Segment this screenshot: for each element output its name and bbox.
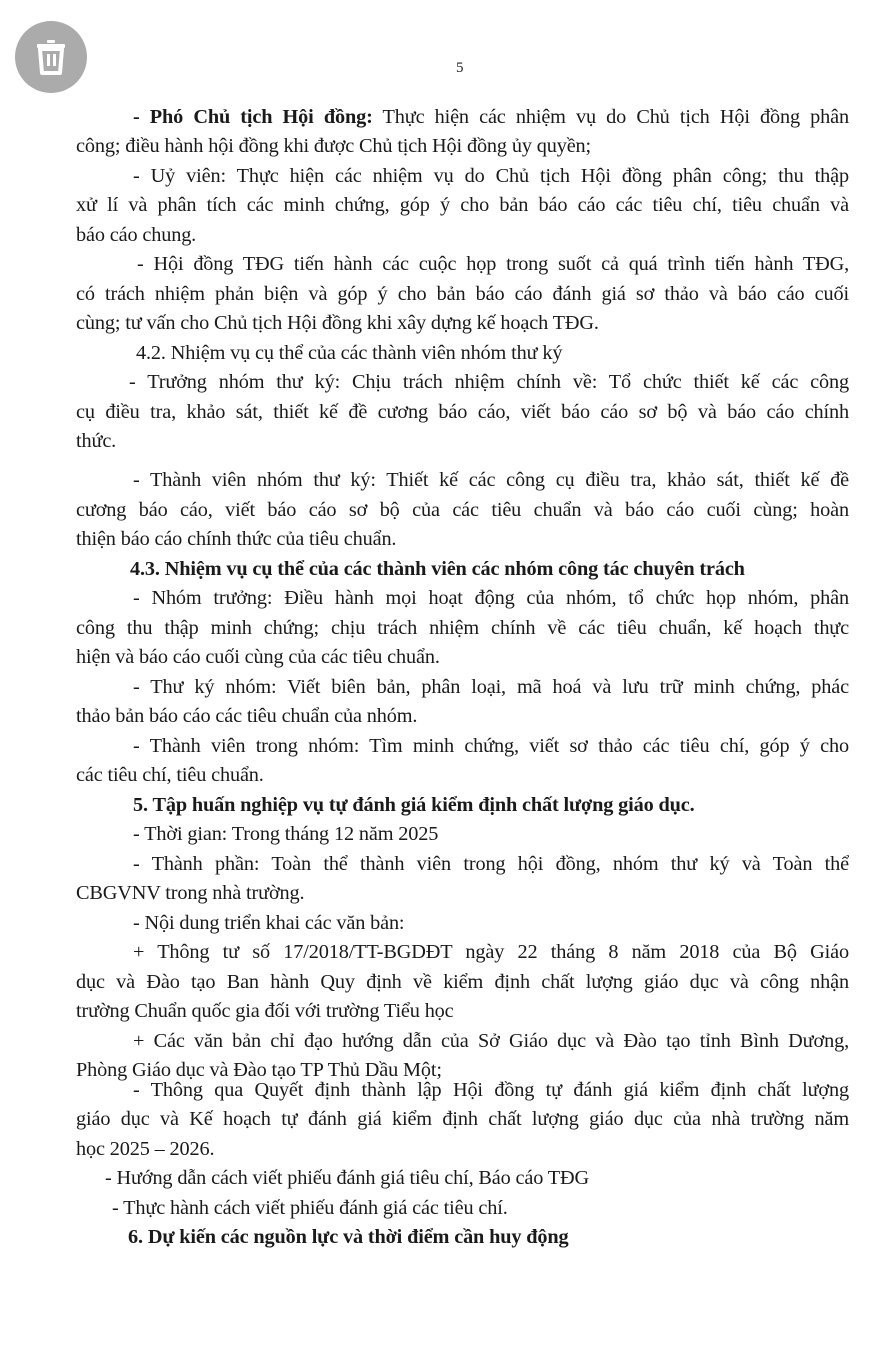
text-line: các tiêu chí, tiêu chuẩn. [76,764,264,786]
line-text: Thực hiện các nhiệm vụ do Chủ tịch Hội đồng phân [372,106,849,128]
text-line: - Thực hành cách viết phiếu đánh giá các tiêu chí. [112,1197,508,1219]
text-line: báo cáo chung. [76,224,197,246]
text-line: + Thông tư số 17/2018/TT-BGDĐT ngày 22 tháng 8 năm 2018 của Bộ Giáo [133,941,849,963]
text-line: xử lí và phân tích các minh chứng, góp ý cho bản báo cáo các tiêu chí, tiêu chuẩn và [76,194,849,216]
text-line: có trách nhiệm phản biện và góp ý cho bản báo cáo đánh giá sơ thảo và báo cáo cuối [76,283,849,305]
text-line: thảo bản báo cáo các tiêu chuẩn của nhóm. [76,705,418,727]
text-line: cụ điều tra, khảo sát, thiết kế đề cương báo cáo, viết báo cáo sơ bộ và báo cáo chính [76,401,849,423]
trash-icon [35,39,67,75]
text-line: thiện báo cáo chính thức của tiêu chuẩn. [76,528,397,550]
text-line: - Thành viên nhóm thư ký: Thiết kế các công cụ điều tra, khảo sát, thiết kế đề [133,469,849,491]
page-number: 5 [456,60,464,76]
text-line: công; điều hành hội đồng khi được Chủ tịch Hội đồng ủy quyền; [76,135,592,157]
text-line: CBGVNV trong nhà trường. [76,882,305,904]
text-line: - Nhóm trưởng: Điều hành mọi hoạt động của nhóm, tổ chức họp nhóm, phân [133,587,849,609]
section-heading: 5. Tập huấn nghiệp vụ tự đánh giá kiểm định chất lượng giáo dục. [133,794,695,816]
text-line: - Hội đồng TĐG tiến hành các cuộc họp trong suốt cả quá trình tiến hành TĐG, [137,253,849,275]
section-heading: 6. Dự kiến các nguồn lực và thời điểm cần huy động [128,1226,569,1248]
text-line: hiện và báo cáo cuối cùng của các tiêu chuẩn. [76,646,440,668]
text-line: - Thời gian: Trong tháng 12 năm 2025 [133,823,439,845]
subsection-heading: 4.3. Nhiệm vụ cụ thể của các thành viên các nhóm công tác chuyên trách [130,558,745,580]
text-line [133,103,849,131]
text-line: giáo dục và Kế hoạch tự đánh giá kiểm định chất lượng giáo dục của nhà trường năm [76,1108,849,1130]
bold-label: - Phó Chủ tịch Hội đồng: [133,106,373,128]
text-line: - Thành phần: Toàn thể thành viên trong hội đồng, nhóm thư ký và Toàn thể [133,853,849,875]
delete-button[interactable] [15,21,87,93]
text-line: - Nội dung triển khai các văn bản: [133,912,405,934]
text-line: công thu thập minh chứng; chịu trách nhiệm chính về các tiêu chuẩn, kế hoạch thực [76,617,849,639]
text-line: trường Chuẩn quốc gia đối với trường Tiểu học [76,1000,454,1022]
text-line: - Thư ký nhóm: Viết biên bản, phân loại, mã hoá và lưu trữ minh chứng, phác [133,676,849,698]
text-line: dục và Đào tạo Ban hành Quy định về kiểm định chất lượng giáo dục và công nhận [76,971,849,993]
text-line: - Hướng dẫn cách viết phiếu đánh giá tiêu chí, Báo cáo TĐG [105,1167,590,1189]
text-line: cương báo cáo, viết báo cáo sơ bộ của các tiêu chuẩn và báo cáo cuối cùng; hoàn [76,499,849,521]
text-line: thức. [76,430,117,452]
text-line: - Thông qua Quyết định thành lập Hội đồng tự đánh giá kiểm định chất lượng [133,1079,849,1101]
text-line: - Trưởng nhóm thư ký: Chịu trách nhiệm chính về: Tổ chức thiết kế các công [129,371,849,393]
text-line: - Thành viên trong nhóm: Tìm minh chứng, viết sơ thảo các tiêu chí, góp ý cho [133,735,849,757]
text-line: học 2025 – 2026. [76,1138,215,1160]
subsection-heading: 4.2. Nhiệm vụ cụ thể của các thành viên nhóm thư ký [136,342,563,364]
text-line: cùng; tư vấn cho Chủ tịch Hội đồng khi xây dựng kế hoạch TĐG. [76,312,599,334]
text-line: - Uỷ viên: Thực hiện các nhiệm vụ do Chủ tịch Hội đồng phân công; thu thập [133,165,849,187]
text-line: + Các văn bản chỉ đạo hướng dẫn của Sở Giáo dục và Đào tạo tỉnh Bình Dương, [133,1030,849,1052]
text-line: Phòng Giáo dục và Đào tạo TP Thủ Dầu Một; [76,1059,442,1081]
